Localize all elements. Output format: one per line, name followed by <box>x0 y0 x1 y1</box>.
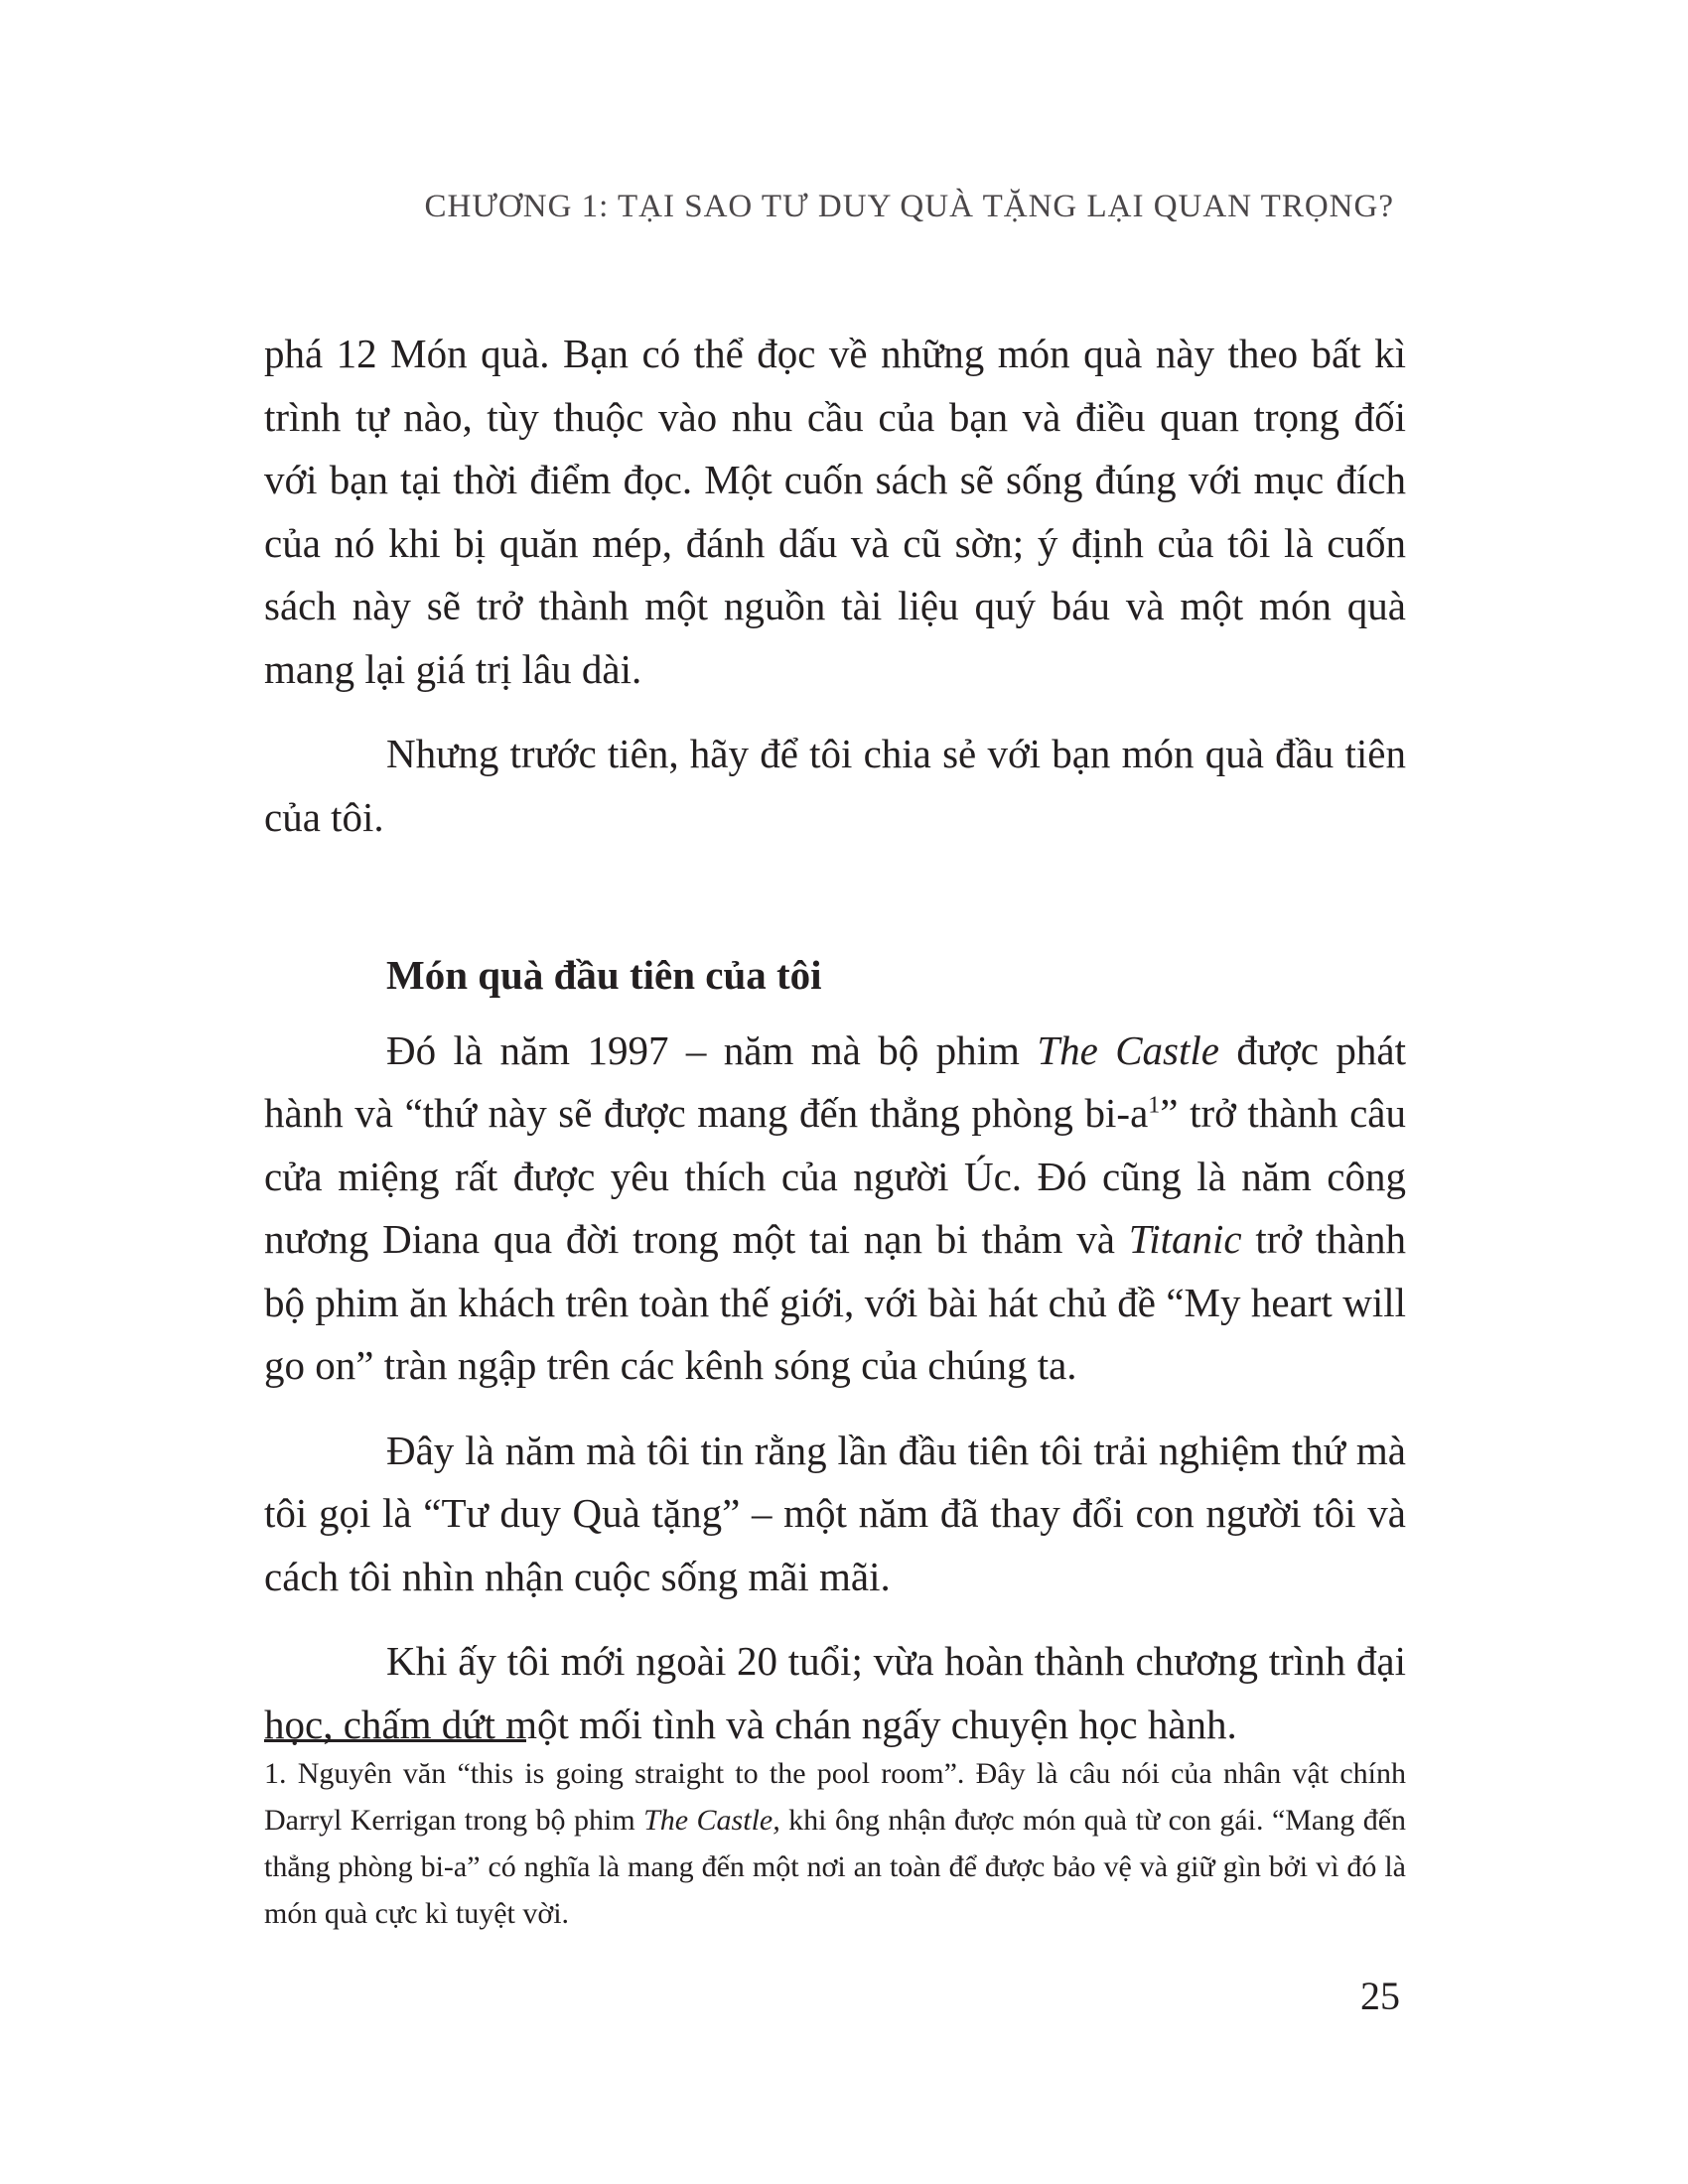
paragraph-1997-text-2: được phát hành và “thứ này sẽ được mang đến thẳng phòng bi-a <box>264 1026 1406 1136</box>
page-number: 25 <box>1360 1974 1400 2018</box>
paragraph-gift-mindset: Đây là năm mà tôi tin rằng lần đầu tiên tôi trải nghiệm thứ mà tôi gọi là “Tư duy Quà tặng” – một năm đã thay đổi con người tôi và cách tôi nhìn nhận cuộc sống mãi mãi. <box>264 1427 1406 1599</box>
footnote-divider <box>264 1739 526 1742</box>
footnote-reference: 1 <box>1148 1092 1161 1119</box>
footnote-text-2: khi ông nhận được món quà từ con gái. “Mang đến thẳng phòng bi-a” có nghĩa là mang đến một nơi an toàn để được bảo vệ và giữ gìn bởi vì đó là món quà cực kì tuyệt vời. <box>264 1804 1407 1930</box>
paragraph-1997-text-3: ” trở thành câu cửa miệng rất được yêu thích của người Úc. Đó cũng là năm công nương Diana qua đời trong một tai nạn bi thảm và <box>264 1090 1406 1262</box>
paragraph-transition: Nhưng trước tiên, hãy để tôi chia sẻ với bạn món quà đầu tiên của tôi. <box>264 731 1406 840</box>
paragraph-1997-text-1: Đó là năm 1997 – năm mà bộ phim <box>386 1026 1038 1073</box>
film-title-titanic: Titanic <box>1128 1216 1242 1262</box>
paragraph-twenties: Khi ấy tôi mới ngoài 20 tuổi; vừa hoàn thành chương trình đại học, chấm dứt một mối tình và chán ngấy chuyện học hành. <box>264 1638 1406 1747</box>
footnote <box>264 1750 1406 1937</box>
section-heading: Món quà đầu tiên của tôi <box>386 952 822 998</box>
footnote-text-1: 1. Nguyên văn “this is going straight to the pool room”. Đây là câu nói của nhân vật chính Darryl Kerrigan trong bộ phim <box>264 1757 1406 1837</box>
paragraph-1997-text-4: trở thành bộ phim ăn khách trên toàn thế giới, với bài hát chủ đề “My heart will go on” tràn ngập trên các kênh sóng của chúng ta. <box>264 1216 1406 1388</box>
body-text <box>264 323 1406 1756</box>
paragraph-1997 <box>264 1020 1406 1398</box>
footnote-film-title: The Castle, <box>643 1804 780 1837</box>
paragraph-intro: phá 12 Món quà. Bạn có thể đọc về những món quà này theo bất kì trình tự nào, tùy thuộc vào nhu cầu của bạn và điều quan trọng đối với bạn tại thời điểm đọc. Một cuốn sách sẽ sống đúng với mục đích của nó khi bị quăn mép, đánh dấu và cũ sờn; ý định của tôi là cuốn sách này sẽ trở thành một nguồn tài liệu quý báu và một món quà mang lại giá trị lâu dài. <box>264 331 1406 692</box>
film-title-the-castle: The Castle <box>1037 1026 1219 1073</box>
running-head: CHƯƠNG 1: TẠI SAO TƯ DUY QUÀ TẶNG LẠI QUAN TRỌNG? <box>424 189 1394 224</box>
